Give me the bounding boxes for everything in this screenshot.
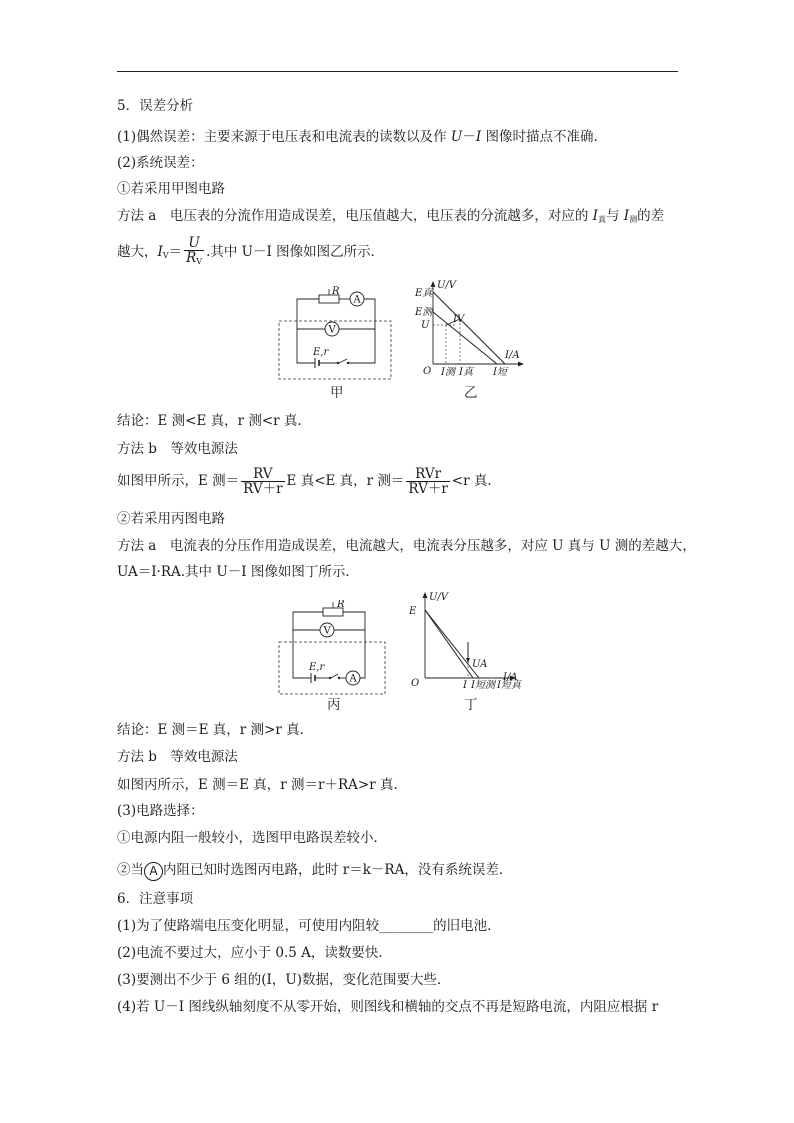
i-true-sub: 真 [597, 215, 606, 224]
minus-sign: － [462, 129, 476, 145]
equiv-frac2-den: RV＋r [408, 481, 448, 497]
equiv-frac1-num: RV [241, 467, 284, 482]
accidental-error [117, 128, 607, 146]
method-a-text: 方法 a 电压表的分流作用造成误差，电压值越大，电压表的分流越多，对应的 [117, 208, 593, 224]
method-a-jia-line2: 越大，$I_V=$ $\frac{U}{R_V}$ .其中 U－I 图像如图乙所示． [117, 236, 384, 271]
yi-y-axis: U/V [437, 280, 457, 291]
bing-ammeter-label: A [349, 673, 357, 685]
equiv-mid: E 真<E 真，r 测＝ [286, 473, 405, 489]
method-a-jia-line1: 方法 a 电压表的分流作用造成误差，电压值越大，电压表的分流越多，对应的 $I_真$与 $I_测$的差 [117, 208, 665, 224]
circuit-choice-item-2 [117, 861, 512, 881]
section-6-title: 6．注意事项 [117, 891, 194, 907]
case-bing-title: ②若采用丙图电路 [117, 511, 225, 527]
item2-prefix: ②当 [117, 862, 144, 878]
iv-sub: V [162, 251, 169, 260]
graph-ding-figure [405, 588, 535, 692]
yi-E-true: E真 [415, 288, 433, 299]
i-meas-sub: 测 [629, 215, 638, 224]
method-b-bing: 方法 b 等效电源法 [117, 749, 238, 765]
method-a-suffix: 的差 [637, 208, 665, 224]
fig-yi-caption: 乙 [464, 385, 478, 401]
yi-E-meas: E测 [415, 307, 433, 318]
ding-E: E [409, 606, 417, 617]
ding-O: O [411, 678, 420, 689]
bing-R-label: R [337, 600, 345, 610]
systematic-title: (2)系统误差： [117, 155, 204, 171]
jia-voltmeter-label: V [328, 324, 336, 336]
fig-jia-caption: 甲 [330, 385, 344, 401]
u-symbol: U [450, 129, 463, 145]
line2-suffix: .其中 U－I 图像如图乙所示． [206, 244, 385, 260]
conclusion-jia: 结论：E 测<E 真，r 测<r 真. [117, 413, 302, 429]
conclusion-bing: 结论：E 测＝E 真，r 测>r 真. [117, 722, 304, 738]
ding-UA: UA [472, 659, 488, 670]
header-rule [117, 71, 678, 72]
frac-num: U [184, 236, 204, 251]
equiv-suffix: <r 真. [451, 473, 492, 489]
jia-ammeter-label: A [353, 294, 361, 306]
equals: ＝ [168, 244, 183, 260]
equiv-source-jia [117, 466, 492, 496]
frac-den: R [186, 250, 197, 266]
method-b-jia: 方法 b 等效电源法 [117, 441, 238, 457]
accidental-prefix: (1)偶然误差：主要来源于电压表和电流表的读数以及作 [117, 129, 451, 145]
line2-prefix: 越大， [117, 244, 158, 260]
yi-I-meas: I测 [441, 367, 455, 378]
circuit-choice-item-1: ①电源内阻一般较小，选图甲电路误差较小． [117, 830, 387, 846]
equiv-prefix: 如图甲所示，E 测＝ [117, 473, 240, 489]
case-jia-title: ①若采用甲图电路 [117, 181, 225, 197]
circuit-choice-title: (3)电路选择： [117, 803, 204, 819]
bing-source-label: E,r [309, 662, 325, 673]
equiv-frac2-num: RVr [406, 467, 449, 482]
bing-voltmeter-label: V [323, 625, 331, 637]
iv-fraction [184, 236, 204, 269]
note-4: (4)若 U－I 图线纵轴刻度不从零开始，则图线和横轴的交点不再是短路电流，内阻应根据 r [117, 999, 659, 1015]
ding-I-short-true: I短真 [497, 680, 521, 691]
graph-yi-figure [413, 278, 533, 382]
frac-den-sub: V [196, 257, 203, 266]
ding-I: I [463, 680, 467, 691]
method-a-bing-line2: UA＝I·RA.其中 U－I 图像如图丁所示． [117, 564, 359, 580]
jia-R-label: R [332, 286, 340, 297]
fig-bing-caption: 丙 [327, 697, 341, 713]
note-3: (3)要测出不少于 6 组的(I，U)数据，变化范围要大些． [117, 972, 451, 988]
note-2: (2)电流不要过大，应小于 0.5 A，读数要快． [117, 945, 392, 961]
yi-O: O [423, 366, 432, 377]
accidental-suffix: 图像时描点不准确． [481, 129, 607, 145]
ding-x-axis: I/A [503, 672, 518, 683]
jia-source-label: E,r [313, 347, 329, 358]
item2-suffix: 内阻已知时选图丙电路，此时 r＝k－RA，没有系统误差． [163, 862, 513, 878]
equiv-fraction-1 [241, 467, 284, 496]
yi-U: U [421, 320, 430, 331]
yi-I-true: I真 [459, 367, 473, 378]
section-5-title: 5．误差分析 [117, 98, 194, 114]
equiv-source-bing: 如图丙所示，E 测＝E 真，r 测＝r＋RA>r 真. [117, 777, 398, 793]
i-symbol: I [475, 129, 482, 145]
note-1: (1)为了使路端电压变化明显，可使用内阻较________的旧电池． [117, 918, 501, 934]
fig-ding-caption: 丁 [464, 697, 478, 713]
yi-Iv: IV [453, 314, 465, 325]
yi-I-short: I短 [493, 367, 507, 378]
equiv-fraction-2 [406, 467, 449, 496]
circuit-bing-figure [275, 600, 395, 696]
ding-y-axis: U/V [429, 592, 449, 603]
yi-x-axis: I/A [505, 350, 520, 361]
method-a-bing-line1: 方法 a 电流表的分压作用造成误差，电流越大，电流表分压越多，对应 U 真与 U 测的差越大， [117, 538, 696, 554]
ding-I-short-meas: I短测 [471, 680, 495, 691]
ammeter-icon: A [144, 862, 163, 881]
method-a-mid: 与 [605, 208, 624, 224]
equiv-frac1-den: RV＋r [243, 481, 283, 497]
